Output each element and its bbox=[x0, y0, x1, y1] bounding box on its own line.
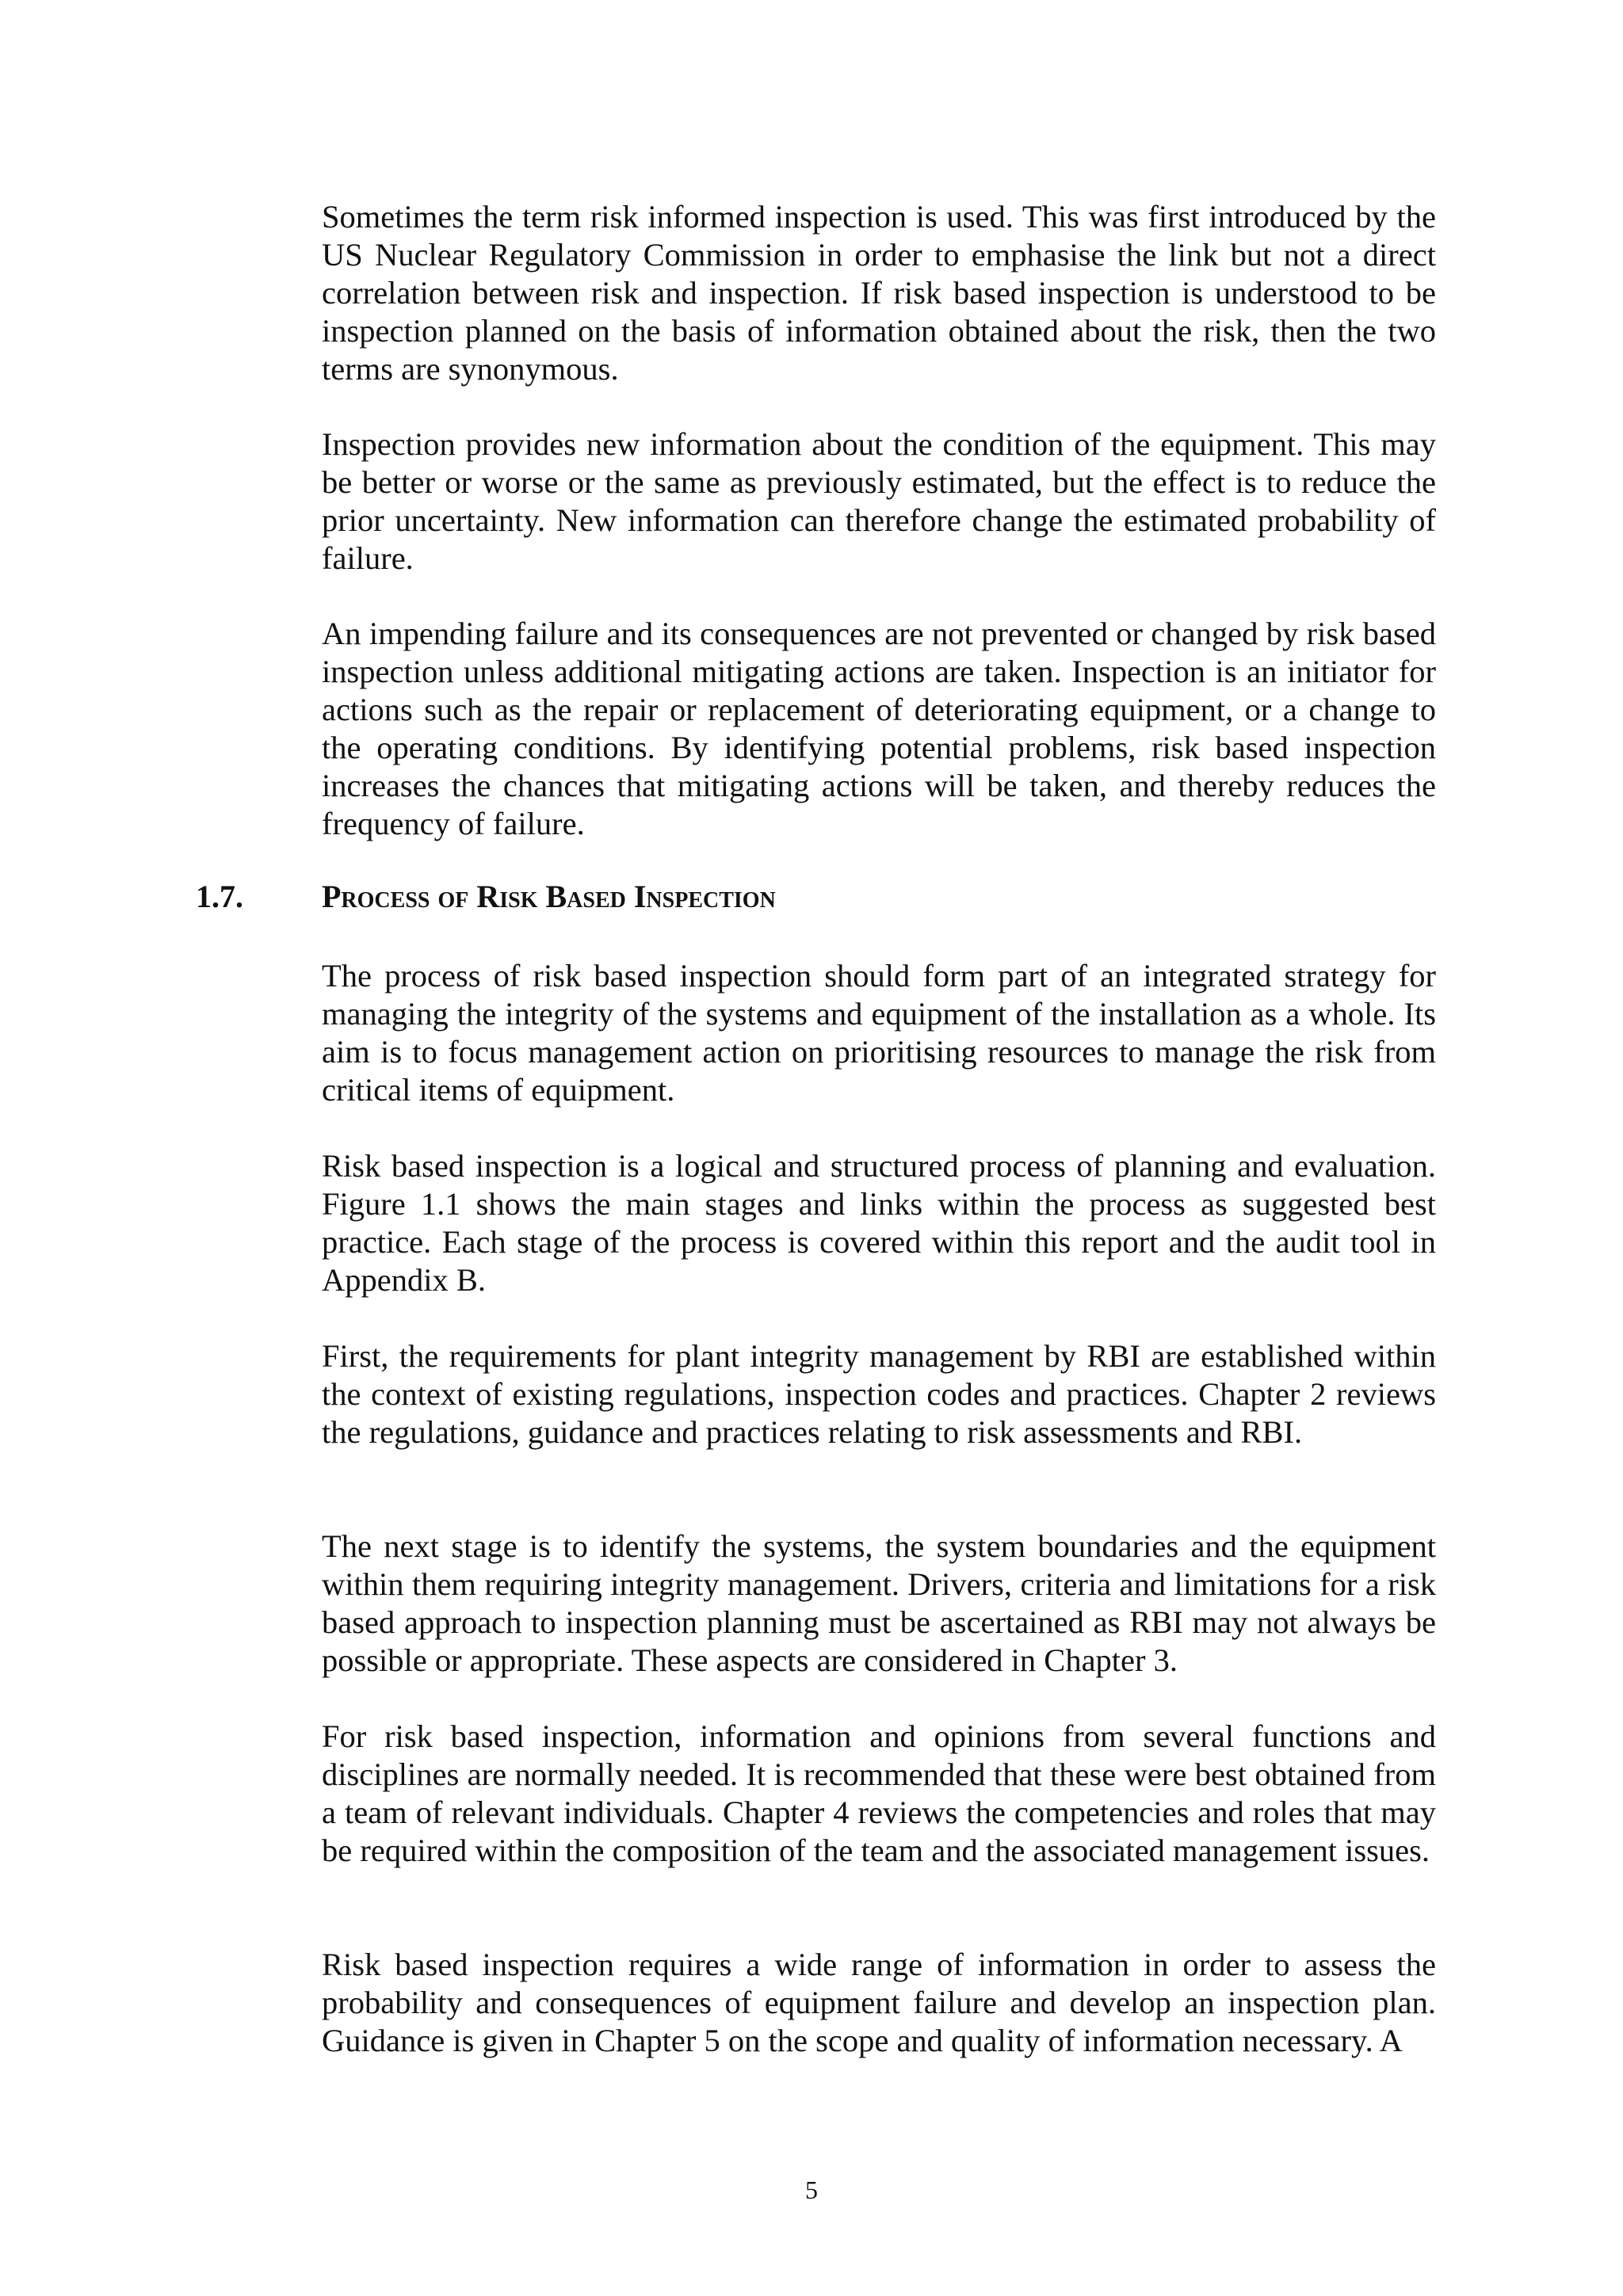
section-number: 1.7. bbox=[196, 879, 243, 914]
paragraph-information-range: Risk based inspection requires a wide range of information in order to assess the probability and consequences of equipment failure and develop an inspection plan. Guidance is given in Chapter 5 on the scope and quality of information necessary. A bbox=[322, 1947, 1436, 2058]
paragraph-process-integrated-strategy: The process of risk based inspection should form part of an integrated strategy for managing the integrity of the systems and equipment of the installation as a whole. Its aim is to focus management action on prioritising resources to manage the risk from critical items of equipment. bbox=[322, 958, 1436, 1108]
paragraph-impending-failure: An impending failure and its consequences are not prevented or changed by risk based inspection unless additional mitigating actions are taken. Inspection is an initiator for actions such as the repair or replacement of deteriorating equipment, or a change to the operating conditions. By identifying potential problems, risk based inspection increases the chances that mitigating actions will be taken, and thereby reduces the frequency of failure. bbox=[322, 616, 1436, 841]
section-title: Process of Risk Based Inspection bbox=[322, 879, 776, 914]
paragraph-logical-structured-process: Risk based inspection is a logical and structured process of planning and evaluation. Figure 1.1 shows the main stages and links within the process as suggested best practice. Each stage of the process is covered within this report and the audit tool in Appendix B. bbox=[322, 1148, 1436, 1298]
paragraph-inspection-new-information: Inspection provides new information about the condition of the equipment. This may be better or worse or the same as previously estimated, but the effect is to reduce the prior uncertainty. New information can therefore change the estimated probability of failure. bbox=[322, 426, 1436, 576]
paragraph-requirements-established: First, the requirements for plant integrity management by RBI are established within the context of existing regulations, inspection codes and practices. Chapter 2 reviews the regulations, guidance and practices relating to risk assessments and RBI. bbox=[322, 1338, 1436, 1450]
page-number: 5 bbox=[805, 2176, 818, 2204]
paragraph-identify-systems: The next stage is to identify the systems, the system boundaries and the equipment within them requiring integrity management. Drivers, criteria and limitations for a risk based approach to inspection planning must be ascertained as RBI may not always be possible or appropriate. These aspects are considered in Chapter 3. bbox=[322, 1528, 1436, 1678]
paragraph-team-information: For risk based inspection, information and opinions from several functions and disciplines are normally needed. It is recommended that these were best obtained from a team of relevant individuals. Chapter 4 reviews the competencies and roles that may be required within the composition of the team and the associated management issues. bbox=[322, 1718, 1436, 1868]
paragraph-risk-informed-inspection: Sometimes the term risk informed inspection is used. This was first introduced by the US Nuclear Regulatory Commission in order to emphasise the link but not a direct correlation between risk and inspection. If risk based inspection is understood to be inspection planned on the basis of information obtained about the risk, then the two terms are synonymous. bbox=[322, 199, 1436, 387]
